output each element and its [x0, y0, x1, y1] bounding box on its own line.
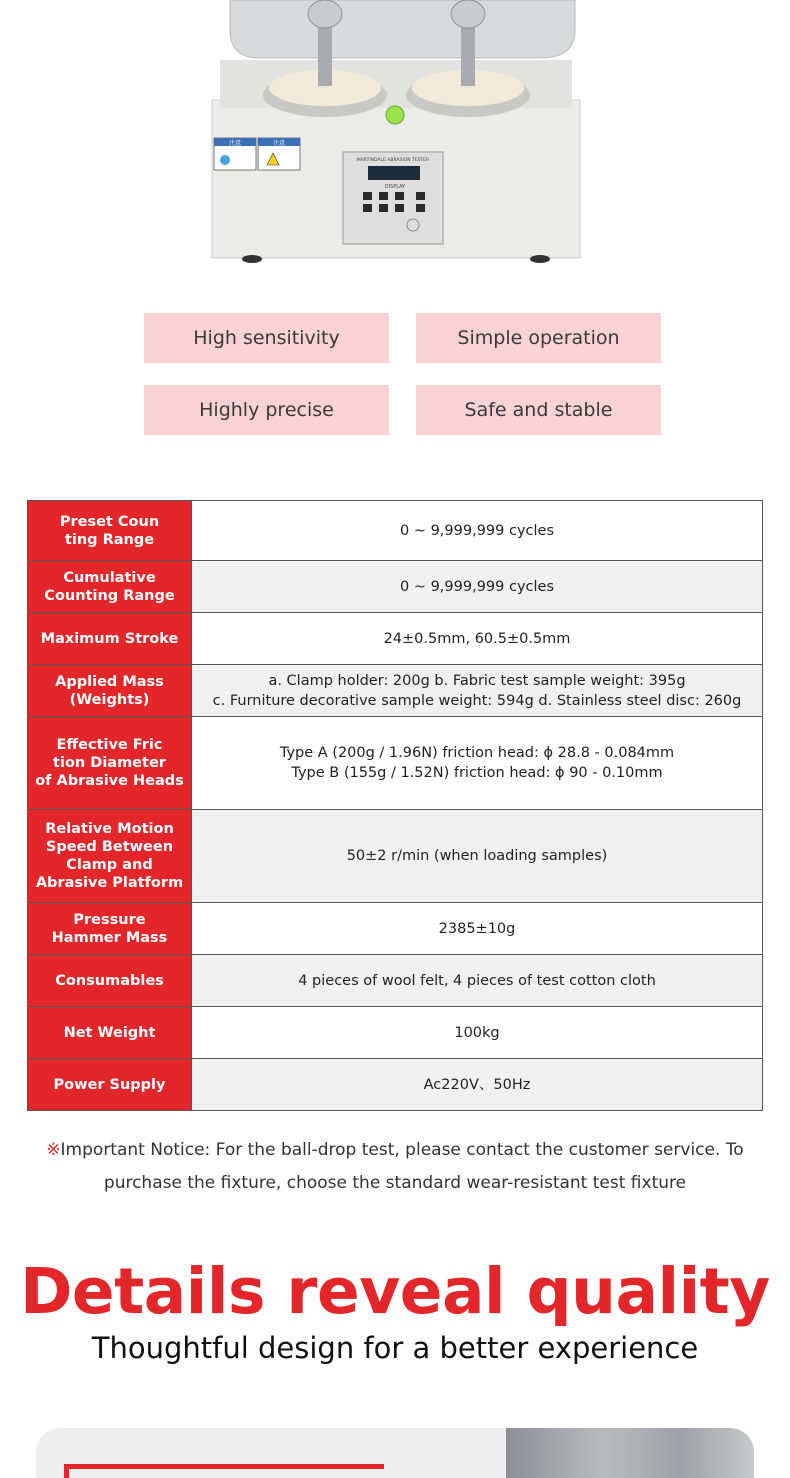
spec-key: Net Weight — [28, 1007, 192, 1058]
spec-value: 2385±10g — [438, 920, 516, 937]
panel-title: MARTINDALE ABRASION TESTER — [356, 158, 430, 163]
feature-simple-operation: Simple operation — [416, 313, 661, 363]
spec-row — [28, 1059, 762, 1110]
spec-key: Power Supply — [28, 1059, 192, 1110]
spec-key: Consumables — [28, 955, 192, 1006]
spec-key: Pressure Hammer Mass — [28, 903, 192, 954]
display-label: DISPLAY — [384, 184, 406, 190]
spec-row — [28, 501, 762, 561]
spec-value: 100kg — [454, 1024, 500, 1041]
spec-row — [28, 613, 762, 665]
spec-value: Type A (200g / 1.96N) friction head: ϕ 28.8 - 0.084mm Type B (155g / 1.52N) friction head: ϕ 90 - 0.10mm — [279, 745, 675, 781]
spec-row — [28, 665, 762, 717]
spec-key: Relative Motion Speed Between Clamp and Abrasive Platform — [28, 810, 192, 902]
spec-row — [28, 810, 762, 903]
spec-row — [28, 1007, 762, 1059]
section-subhead: Thoughtful design for a better experience — [91, 1331, 699, 1365]
spec-key: Preset Coun ting Range — [28, 501, 192, 560]
spec-value: Ac220V、50Hz — [192, 1059, 762, 1110]
spec-row — [28, 903, 762, 955]
spec-row — [28, 561, 762, 613]
spec-value: 0 ~ 9,999,999 cycles — [192, 561, 762, 612]
label-right-text: 注意 — [272, 140, 286, 147]
spec-value: 4 pieces of wool felt, 4 pieces of test cotton cloth — [192, 955, 762, 1006]
notice-mark: ※ — [46, 1140, 61, 1160]
section-headline: Details reveal quality — [20, 1255, 770, 1328]
important-notice — [40, 1134, 750, 1200]
spec-key: Effective Fric tion Diameter of Abrasive Heads — [28, 717, 192, 809]
product-image — [200, 0, 595, 272]
spec-key: Cumulative Counting Range — [28, 561, 192, 612]
feature-highly-precise: Highly precise — [144, 385, 389, 435]
spec-value: 50±2 r/min (when loading samples) — [192, 810, 762, 902]
detail-photo — [506, 1428, 754, 1478]
spec-row — [28, 717, 762, 810]
notice-text: Important Notice: For the ball-drop test, please contact the customer service. To purchase the fixture, choose the standard wear-resistant test fixture — [60, 1140, 744, 1193]
spec-table — [27, 500, 763, 1111]
spec-key: Applied Mass (Weights) — [28, 665, 192, 716]
spec-value: 24±0.5mm, 60.5±0.5mm — [383, 630, 571, 647]
spec-value: 0 ~ 9,999,999 cycles — [399, 522, 555, 539]
spec-key: Maximum Stroke — [28, 613, 192, 664]
spec-row — [28, 955, 762, 1007]
detail-card — [36, 1428, 754, 1478]
label-left-text: 注意 — [228, 140, 242, 147]
spec-value: a. Clamp holder: 200g b. Fabric test sample weight: 395g c. Furniture decorative sample weight: 594g d. Stainless steel disc: 260g — [192, 665, 762, 716]
feature-safe-and-stable: Safe and stable — [416, 385, 661, 435]
feature-high-sensitivity: High sensitivity — [144, 313, 389, 363]
card-title-fragment — [64, 1464, 384, 1478]
